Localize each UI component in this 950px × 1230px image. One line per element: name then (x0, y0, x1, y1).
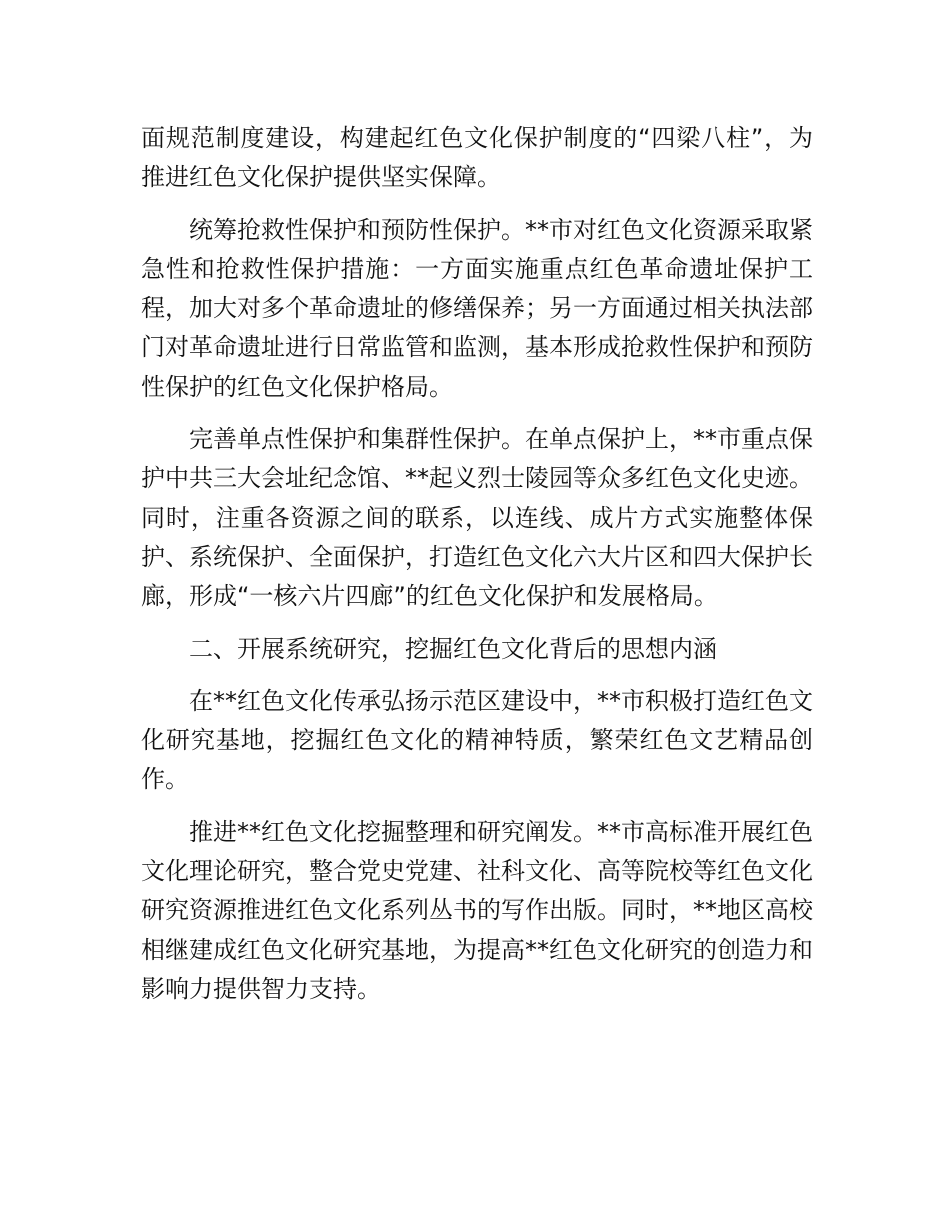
paragraph-research-promotion: 推进**红色文化挖掘整理和研究阐发。**市高标准开展红色文化理论研究，整合党史党建、社科文化、高等院校等红色文化研究资源推进红色文化系列丛书的写作出版。同时，**地区高校相继建成红色文化研究基地，为提高**红色文化研究的创造力和影响力提供智力支持。 (141, 817, 813, 1003)
paragraph-research-base: 在**红色文化传承弘扬示范区建设中，**市积极打造红色文化研究基地，挖掘红色文化的精神特质，繁荣红色文艺精品创作。 (141, 686, 813, 794)
document-body (141, 119, 813, 1009)
paragraph-rescue-protection: 统筹抢救性保护和预防性保护。**市对红色文化资源采取紧急性和抢救性保护措施：一方面实施重点红色革命遗址保护工程，加大对多个革命遗址的修缮保养；另一方面通过相关执法部门对革命遗址进行日常监管和监测，基本形成抢救性保护和预防性保护的红色文化保护格局。 (141, 215, 813, 401)
paragraph-cluster-protection: 完善单点性保护和集群性保护。在单点保护上，**市重点保护中共三大会址纪念馆、**起义烈士陵园等众多红色文化史迹。同时，注重各资源之间的联系，以连线、成片方式实施整体保护、系统保护、全面保护，打造红色文化六大片区和四大保护长廊，形成“一核六片四廊”的红色文化保护和发展格局。 (141, 425, 813, 611)
paragraph-continued: 面规范制度建设，构建起红色文化保护制度的“四梁八柱”，为推进红色文化保护提供坚实保障。 (141, 124, 813, 192)
section-heading-research: 二、开展系统研究，挖掘红色文化背后的思想内涵 (189, 634, 717, 663)
